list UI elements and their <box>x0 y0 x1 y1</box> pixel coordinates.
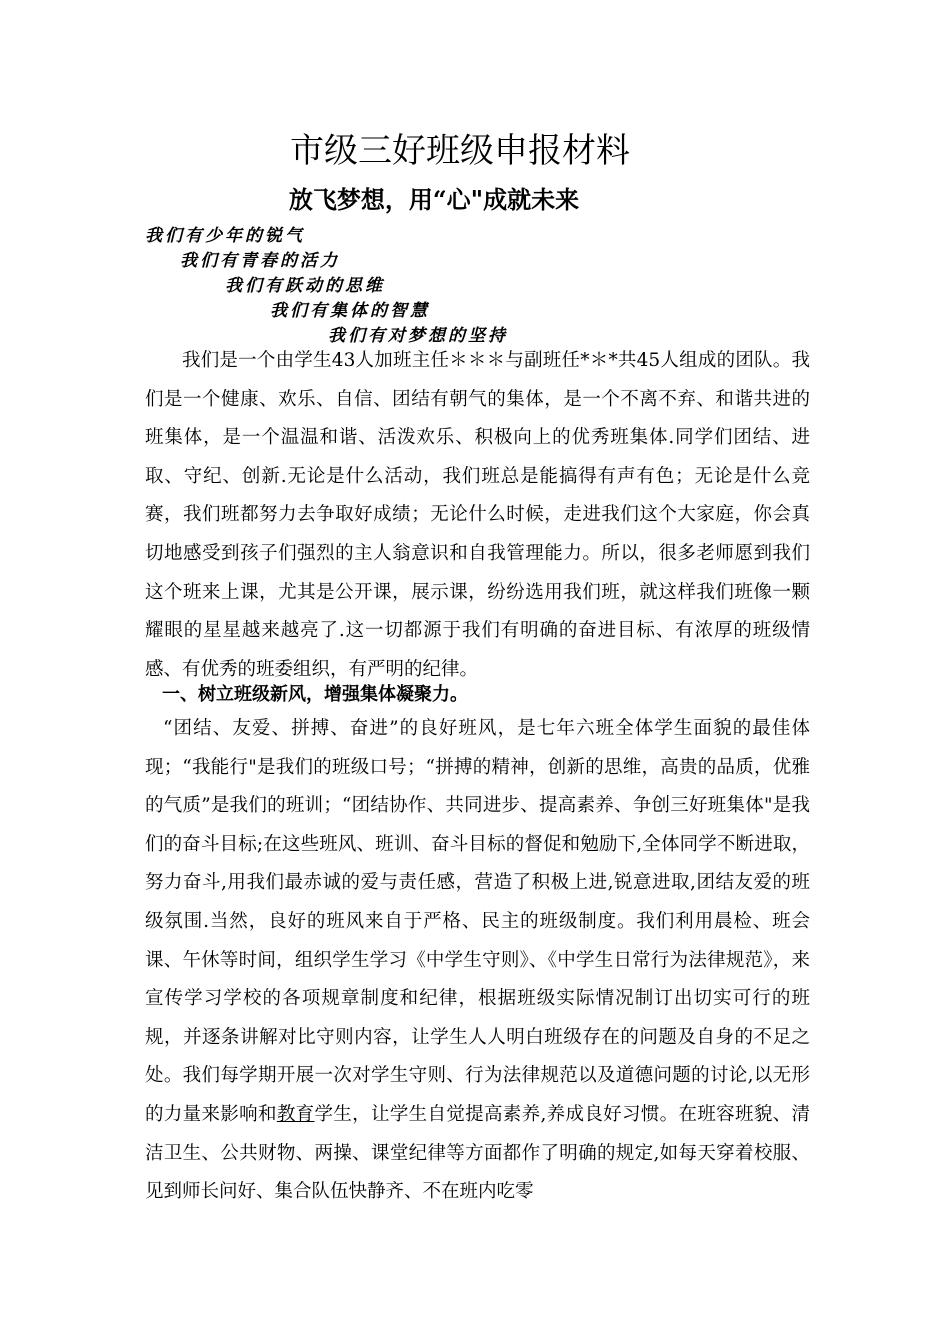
section-heading: 一、树立班级新风，增强集体凝聚力。 <box>162 684 468 705</box>
poem-line: 我们有青春的活力 <box>180 251 340 271</box>
page-subtitle: 放飞梦想，用“心"成就未来 <box>288 185 580 214</box>
section-paragraph <box>145 710 810 1212</box>
page-title: 市级三好班级申报材料 <box>290 131 630 171</box>
education-link-text: 教育 <box>276 1103 315 1125</box>
poem-line: 我们有少年的锐气 <box>145 226 305 246</box>
paragraph-text: 学生，让学生自觉提高素养,养成良好习惯。在班容班貌、清洁卫生、公共财物、两操、课堂纪律等方面都作了明确的规定,如每天穿着校服、见到师长问好、集合队伍快静齐、不在班内吃零 <box>145 1103 810 1203</box>
paragraph-text: “团结、友爱、拼搏、奋进”的良好班风，是七年六班全体学生面貌的最佳体现；“我能行"是我们的班级口号；“拼搏的精神，创新的思维，高贵的品质，优雅的气质”是我们的班训；“团结协作、共同进步、提高素养、争创三好班集体"是我们的奋斗目标;在这些班风、班训、奋斗目标的督促和勉励下,全体同学不断进取，努力奋斗,用我们最赤诚的爱与责任感，营造了积极上进,锐意进取,团结友爱的班级氛围.当然，良好的班风来自于严格、民主的班级制度。我们利用晨检、班会课、午休等时间，组织学生学习《中学生守则》、《中学生日常行为法律规范》，来宣传学习学校的各项规章制度和纪律，根据班级实际情况制订出切实可行的班规，并逐条讲解对比守则内容，让学生人人明白班级存在的问题及自身的不足之处。我们每学期开展一次对学生守则、行为法律规范以及道德问题的讨论,以无形的力量来影响和 <box>145 718 810 1125</box>
poem-line: 我们有集体的智慧 <box>270 301 430 321</box>
poem-line: 我们有对梦想的坚持 <box>328 326 508 346</box>
poem-line: 我们有跃动的思维 <box>225 276 385 296</box>
intro-paragraph: 我们是一个由学生43人加班主任＊＊＊与副班任*＊*共45人组成的团队。我们是一个健康、欢乐、自信、团结有朝气的集体，是一个不离不弃、和谐共进的班集体，是一个温温和谐、活泼欢乐、积极向上的优秀班集体.同学们团结、进取、守纪、创新.无论是什么活动，我们班总是能搞得有声有色；无论是什么竞赛，我们班都努力去争取好成绩；无论什么时候，走进我们这个大家庭，你会真切地感受到孩子们强烈的主人翁意识和自我管理能力。所以，很多老师愿到我们这个班来上课，尤其是公开课，展示课，纷纷选用我们班，就这样我们班像一颗耀眼的星星越来越亮了.这一切都源于我们有明确的奋进目标、有浓厚的班级情感、有优秀的班委组织，有严明的纪律。 <box>145 350 810 680</box>
